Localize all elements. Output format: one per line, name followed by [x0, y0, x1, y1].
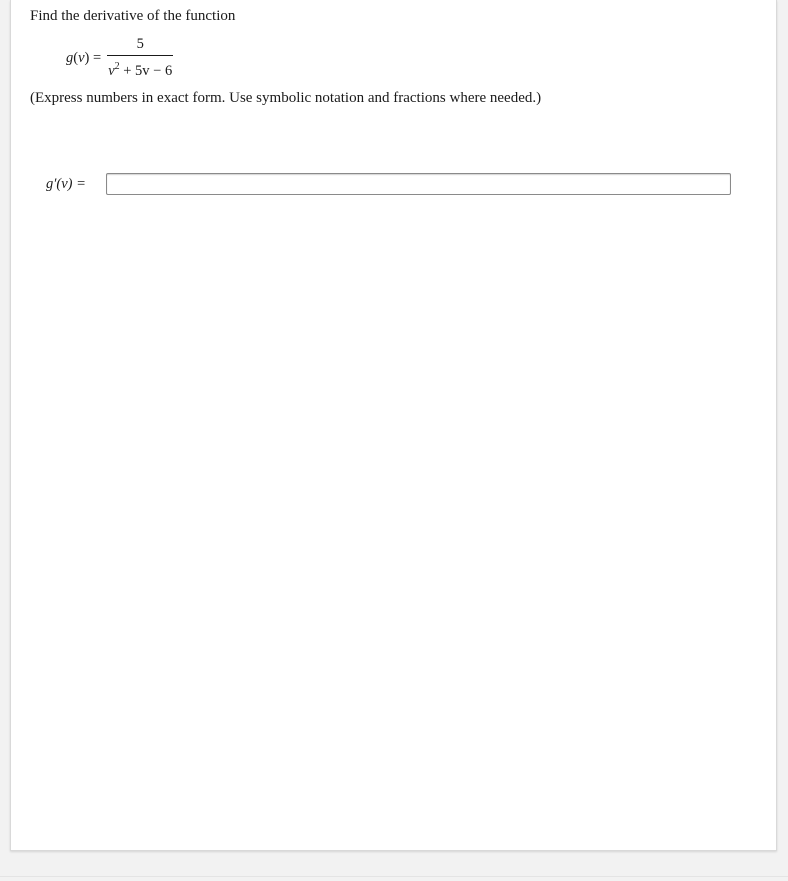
function-name: g [66, 49, 74, 66]
fraction [107, 36, 173, 80]
function-formula [66, 38, 173, 78]
fraction-denominator [107, 55, 173, 80]
page-bottom-divider [0, 876, 788, 877]
equals-sign: = [93, 49, 102, 66]
answer-label: g′(v) = [46, 175, 86, 192]
denominator-exponent: 2 [114, 61, 120, 73]
function-lhs: g(v) = [66, 49, 102, 66]
denominator-variable: v [108, 62, 115, 79]
denominator-rest: + 5v − 6 [119, 62, 173, 79]
function-variable: v [78, 49, 85, 66]
answer-row [46, 172, 731, 196]
question-prompt: Find the derivative of the function [30, 8, 236, 24]
answer-input[interactable] [106, 173, 731, 195]
question-card [10, 0, 777, 851]
instructions-note: (Express numbers in exact form. Use symbolic notation and fractions where needed.) [30, 90, 542, 106]
fraction-numerator: 5 [136, 36, 144, 53]
